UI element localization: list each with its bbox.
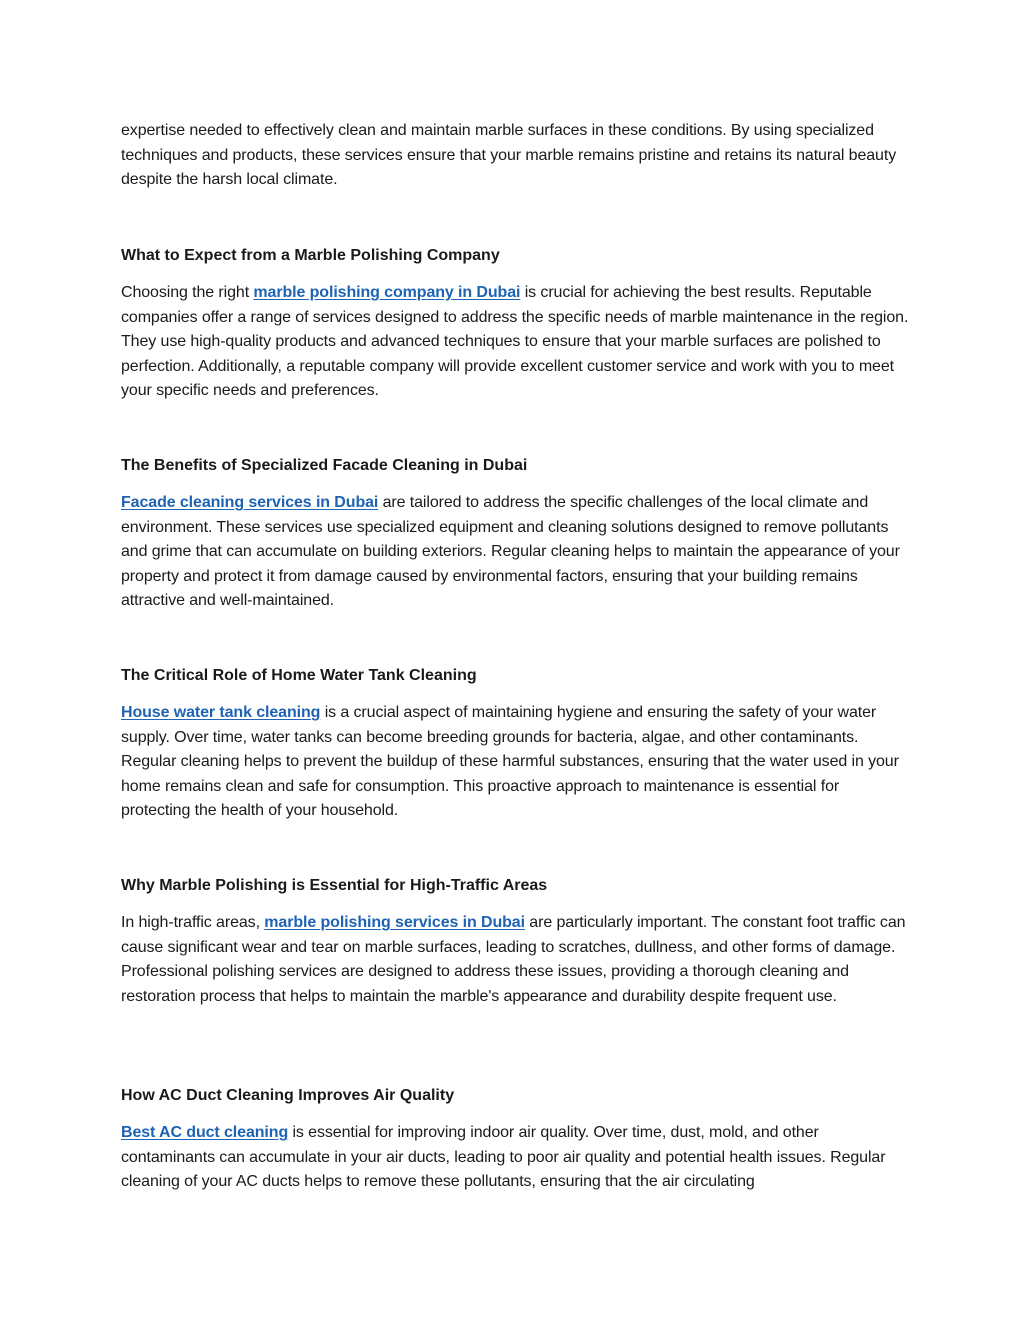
section-ac-duct (121, 1084, 911, 1195)
water-tank-cleaning-link[interactable]: House water tank cleaning (121, 704, 321, 721)
section-facade-cleaning (121, 454, 911, 614)
section-heading: The Critical Role of Home Water Tank Cleaning (121, 667, 477, 684)
section-paragraph: Best AC duct cleaning is essential for improving indoor air quality. Over time, dust, mold, and other contaminants can accumulate in your air ducts, leading to poor air quality and potential health issues. Regular cleaning of your AC ducts helps to remove these pollutants, ensuring that the air circulating (121, 1124, 886, 1190)
section-heading: How AC Duct Cleaning Improves Air Quality (121, 1087, 455, 1104)
facade-cleaning-link[interactable]: Facade cleaning services in Dubai (121, 494, 379, 511)
section-heading: What to Expect from a Marble Polishing Company (121, 247, 500, 264)
section-heading: The Benefits of Specialized Facade Cleaning in Dubai (121, 457, 528, 474)
section-paragraph: Choosing the right marble polishing company in Dubai is crucial for achieving the best results. Reputable companies offer a range of services designed to address the specific needs of marble maintenance in the region. They use high-quality products and advanced techniques to ensure that your marble surfaces are polished to perfection. Additionally, a reputable company will provide excellent customer service and work with you to meet your specific needs and preferences. (121, 284, 909, 399)
intro-paragraph: expertise needed to effectively clean and maintain marble surfaces in these conditions. By using specialized techniques and products, these services ensure that your marble remains pristine and retains its natural beauty despite the harsh local climate. (121, 122, 897, 188)
marble-polishing-services-link[interactable]: marble polishing services in Dubai (264, 914, 525, 931)
section-paragraph: In high-traffic areas, marble polishing services in Dubai are particularly important. The constant foot traffic can cause significant wear and tear on marble surfaces, leading to scratches, dullness, and other forms of damage. Professional polishing services are designed to address these issues, providing a thorough cleaning and restoration process that helps to maintain the marble's appearance and durability despite frequent use. (121, 914, 906, 1005)
section-heading: Why Marble Polishing is Essential for High-Traffic Areas (121, 877, 548, 894)
section-water-tank (121, 664, 911, 824)
section-high-traffic (121, 874, 911, 1009)
section-paragraph: Facade cleaning services in Dubai are tailored to address the specific challenges of the local climate and environment. These services use specialized equipment and cleaning solutions designed to remove pollutants and grime that can accumulate on building exteriors. Regular cleaning helps to maintain the appearance of your property and protect it from damage caused by environmental factors, ensuring that your building remains attractive and well-maintained. (121, 494, 900, 609)
ac-duct-cleaning-link[interactable]: Best AC duct cleaning (121, 1124, 289, 1141)
section-marble-company (121, 244, 911, 404)
section-paragraph: House water tank cleaning is a crucial aspect of maintaining hygiene and ensuring the safety of your water supply. Over time, water tanks can become breeding grounds for bacteria, algae, and other contaminants. Regular cleaning helps to prevent the buildup of these harmful substances, ensuring that the water used in your home remains clean and safe for consumption. This proactive approach to maintenance is essential for protecting the health of your household. (121, 704, 899, 819)
marble-polishing-company-link[interactable]: marble polishing company in Dubai (253, 284, 521, 301)
